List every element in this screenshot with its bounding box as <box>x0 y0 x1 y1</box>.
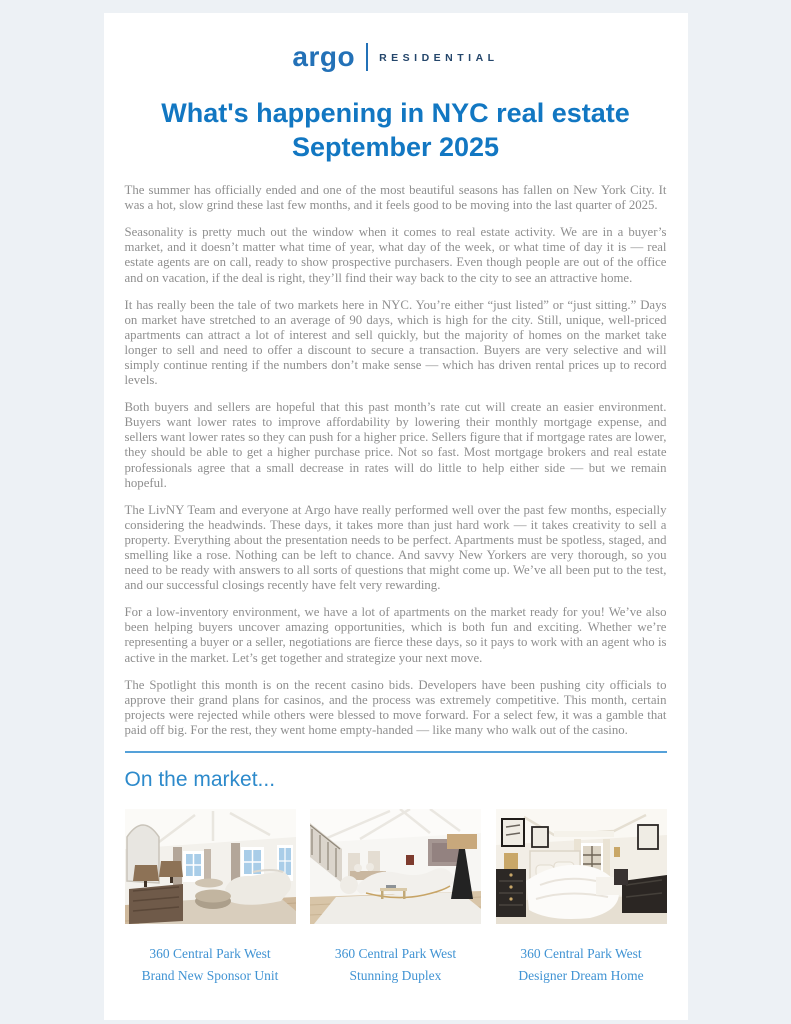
title-line-1: What's happening in NYC real estate <box>161 98 630 128</box>
newsletter-title <box>125 96 667 164</box>
article-paragraph-3: It has really been the tale of two markets here in NYC. You’re either “just listed” or “just sitting.” Days on market have stretched to an average of 90 days, which is high for the city. Still, unique, well-priced apartments can attract a lot of interest and sell quickly, but the majority of homes on the market take longer to sell and need to offer a discount to secure a transaction. Buyers are very selective and will simply continue renting if the numbers don’t make sense — which has driven rental prices up to record levels. <box>124 297 667 388</box>
article-paragraph-6: For a low-inventory environment, we have a lot of apartments on the market ready for you! We’ve also been helping buyers uncover amazing opportunities, which is both fun and exciting. Whether we’re representing a buyer or a seller, negotiations are fierce these days, so it pays to work with an agent who is active in the market. Let’s get together and strategize your next move. <box>124 605 667 665</box>
section-divider <box>125 751 667 753</box>
living-room-illustration <box>125 809 296 924</box>
newsletter-body <box>125 183 667 738</box>
logo-divider <box>366 43 368 71</box>
listing-photo-bright-living-room[interactable] <box>125 809 296 924</box>
article-paragraph-4: Both buyers and sellers are hopeful that this past month’s rate cut will create an easier environment. Buyers want lower rates to improve affordability by lowering their monthly mortgage expense, and sellers want lower rates so they can push for a higher price. Sellers figure that if mortgage rates are lower, they should be able to get a higher purchase price. Not so fast. Most mortgage brokers and real estate professionals agree that a small decrease in rates will do little to help either side — but we remain hopeful. <box>124 400 667 490</box>
argo-wordmark: argo <box>292 41 356 72</box>
listing-2-tagline: Stunning Duplex <box>349 967 442 983</box>
listing-1-address: 360 Central Park West <box>149 946 271 962</box>
title-line-2: September 2025 <box>291 132 500 163</box>
listing-3-address: 360 Central Park West <box>520 946 642 962</box>
on-the-market-heading: On the market... <box>124 768 276 792</box>
listing-3-tagline: Designer Dream Home <box>518 967 644 983</box>
listing-1-tagline: Brand New Sponsor Unit <box>141 967 279 983</box>
listing-captions-row <box>125 943 667 986</box>
listing-2-address: 360 Central Park West <box>334 946 457 962</box>
article-paragraph-1: The summer has officially ended and one of the most beautiful seasons has fallen on New York City. It was a hot, slow grind these last few months, and it feels good to be moving into the last quarter of 2025. <box>124 183 667 213</box>
article-paragraph-7: The Spotlight this month is on the recent casino bids. Developers have been pushing city officials to approve their grand plans for casinos, and the process was extremely competitive. This month, certain projects were rejected while others were blessed to move forward. For a select few, it was a gamble that paid off big. For the rest, they went home empty-handed — like many who walk out of the casino. <box>124 677 667 737</box>
bedroom-illustration <box>496 809 667 924</box>
listing-photo-designer-dream-home[interactable] <box>496 809 667 924</box>
listing-photo-stunning-duplex[interactable] <box>310 809 481 924</box>
argo-residential-logo[interactable] <box>125 41 667 73</box>
article-paragraph-2: Seasonality is pretty much out the window when it comes to real estate activity. We are in a buyer’s market, and it doesn’t matter what time of year, what day of the week, or what time of day it is — real estate agents are on call, ready to show prospective purchasers. Even though people are out of the office and on vacation, if the deal is right, they’ll find their way back to the city to see an attractive home. <box>124 225 667 285</box>
listing-link-brand-new-sponsor-unit[interactable] <box>125 943 296 986</box>
residential-label: RESIDENTIAL <box>379 52 499 64</box>
listing-link-stunning-duplex[interactable] <box>310 943 481 986</box>
listing-link-designer-dream-home[interactable] <box>496 943 667 986</box>
article-paragraph-5: The LivNY Team and everyone at Argo have really performed well over the past few months, especially considering the headwinds. These days, it takes more than just hard work — it takes creativity to sell a property. Everything about the presentation needs to be perfect. Apartments must be spotless, staged, and smelling like a rose. Nothing can be left to chance. And savvy New Yorkers are very thorough, so you need to be ready with answers to all sorts of questions that might come up. We’ve all been put to the test, and our successful closings recently have felt very rewarding. <box>124 502 667 593</box>
newsletter-card <box>104 13 688 1020</box>
listing-photos-row <box>125 809 667 924</box>
duplex-illustration <box>310 809 481 924</box>
